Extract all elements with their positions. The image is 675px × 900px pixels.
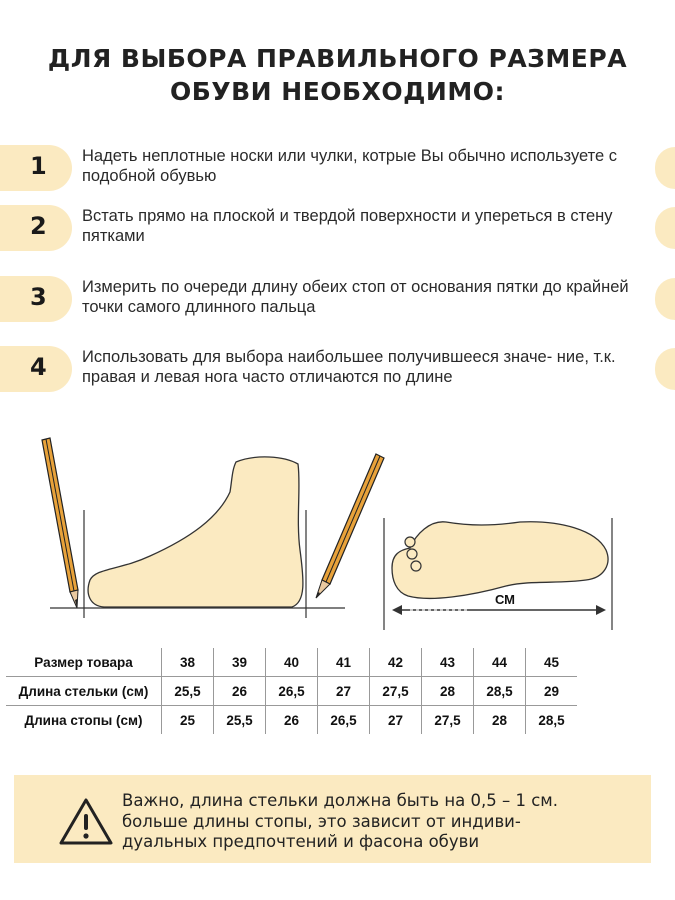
row-label: Размер товара <box>6 648 162 677</box>
foot-side-view <box>88 457 303 607</box>
table-cell: 25,5 <box>162 677 214 706</box>
note-line-2: больше длины стопы, это зависит от индиви- <box>122 811 521 831</box>
step-number: 3 <box>30 283 47 311</box>
measure-label: СМ <box>494 592 516 607</box>
step-badge <box>0 346 72 392</box>
title-line-2: ОБУВИ НЕОБХОДИМО: <box>170 77 505 106</box>
step-badge <box>0 205 72 251</box>
table-cell: 28,5 <box>474 677 526 706</box>
decorative-tab <box>655 348 675 390</box>
table-row <box>6 706 577 735</box>
decorative-tab <box>655 207 675 249</box>
step-number: 2 <box>30 212 47 240</box>
table-cell: 28,5 <box>526 706 578 735</box>
note-text <box>122 791 642 853</box>
table-cell: 25,5 <box>214 706 266 735</box>
table-cell: 40 <box>266 648 318 677</box>
row-label: Длина стельки (см) <box>6 677 162 706</box>
page-title <box>0 42 675 108</box>
table-cell: 38 <box>162 648 214 677</box>
table-cell: 26,5 <box>318 706 370 735</box>
step-2 <box>0 205 675 255</box>
table-cell: 26 <box>214 677 266 706</box>
table-cell: 45 <box>526 648 578 677</box>
table-cell: 27,5 <box>370 677 422 706</box>
step-3 <box>0 276 675 326</box>
table-cell: 43 <box>422 648 474 677</box>
step-1 <box>0 145 675 195</box>
step-text: Встать прямо на плоской и твердой поверхности и упереться в стену пятками <box>82 207 613 245</box>
table-cell: 29 <box>526 677 578 706</box>
important-note <box>14 775 651 863</box>
table-cell: 27 <box>370 706 422 735</box>
step-badge <box>0 276 72 322</box>
step-text: Использовать для выбора наибольшее получившееся значе- ние, т.к. правая и левая нога часто отличаются по длине <box>82 348 616 386</box>
table-cell: 26 <box>266 706 318 735</box>
foot-top-view <box>392 522 608 599</box>
step-badge <box>0 145 72 191</box>
step-4 <box>0 346 675 396</box>
step-number: 1 <box>30 152 47 180</box>
size-table <box>6 648 577 734</box>
title-line-1: ДЛЯ ВЫБОРА ПРАВИЛЬНОГО РАЗМЕРА <box>47 44 628 73</box>
table-cell: 28 <box>422 677 474 706</box>
table-cell: 41 <box>318 648 370 677</box>
table-cell: 27 <box>318 677 370 706</box>
table-row <box>6 648 577 677</box>
toe-icon <box>407 549 417 559</box>
table-cell: 42 <box>370 648 422 677</box>
pencil-right-icon <box>316 454 384 598</box>
decorative-tab <box>655 278 675 320</box>
table-cell: 39 <box>214 648 266 677</box>
warning-triangle-icon <box>58 797 114 847</box>
toe-icon <box>411 561 421 571</box>
decorative-tab <box>655 147 675 189</box>
table-cell: 27,5 <box>422 706 474 735</box>
note-line-3: дуальных предпочтений и фасона обуви <box>122 832 480 851</box>
toe-icon <box>405 537 415 547</box>
step-text: Надеть неплотные носки или чулки, котрые Вы обычно используете с подобной обувью <box>82 147 618 185</box>
step-number: 4 <box>30 353 47 381</box>
pencil-left-icon <box>42 438 78 608</box>
table-cell: 25 <box>162 706 214 735</box>
table-cell: 28 <box>474 706 526 735</box>
step-text: Измерить по очереди длину обеих стоп от основания пятки до крайней точки самого длинного пальца <box>82 278 629 316</box>
row-label: Длина стопы (см) <box>24 712 143 728</box>
foot-measurement-illustration <box>0 430 675 640</box>
note-line-1: Важно, длина стельки должна быть на 0,5 – 1 см. <box>122 791 559 810</box>
table-row <box>6 677 577 706</box>
table-cell: 26,5 <box>266 677 318 706</box>
table-cell: 44 <box>474 648 526 677</box>
